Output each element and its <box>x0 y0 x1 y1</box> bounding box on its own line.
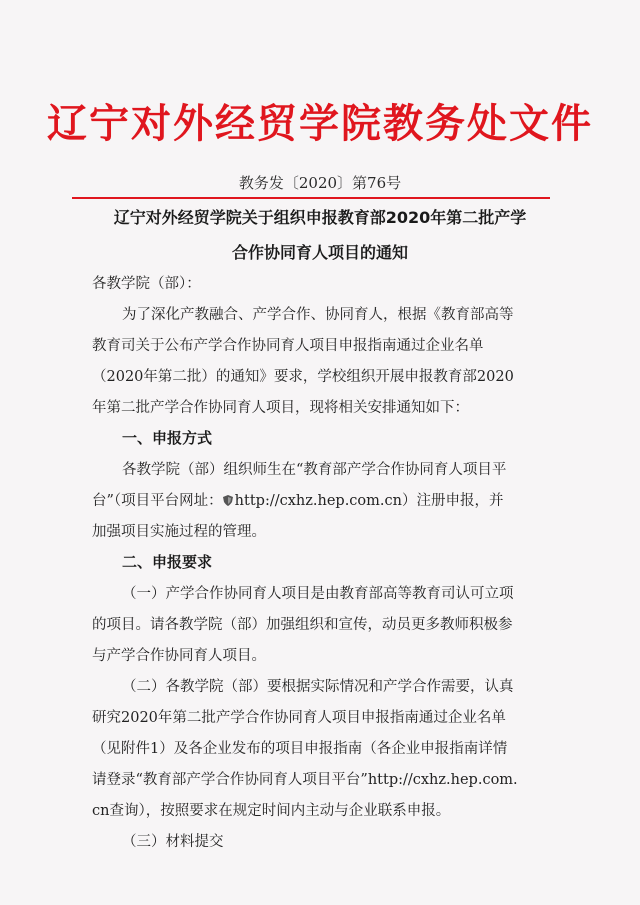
section-1-line <box>92 489 552 510</box>
notice-title-line-2: 合作协同育人项目的通知 <box>231 243 408 262</box>
section-1-text: 台”（项目平台网址： <box>92 493 223 509</box>
section-2-line: 研究2020年第二批产学合作协同育人项目申报指南通过企业名单 <box>92 710 506 726</box>
masthead-title: 辽宁对外经贸学院教务处文件 <box>47 100 593 147</box>
section-1-line: 加强项目实施过程的管理。 <box>92 524 266 540</box>
section-2-line: 请登录“教育部产学合作协同育人项目平台”http://cxhz.hep.com. <box>92 772 518 788</box>
section-1-heading: 一、申报方式 <box>122 429 213 447</box>
red-divider <box>72 197 550 199</box>
notice-title-line-1: 辽宁对外经贸学院关于组织申报教育部2020年第二批产学 <box>113 208 527 227</box>
section-2-line: （一）产学合作协同育人项目是由教育部高等教育司认可立项 <box>122 586 514 602</box>
document-number: 教务发〔2020〕第76号 <box>238 174 402 192</box>
intro-line: （2020年第二批）的通知》要求，学校组织开展申报教育部2020 <box>92 369 514 385</box>
intro-line: 为了深化产教融合、产学合作、协同育人，根据《教育部高等 <box>122 307 514 323</box>
intro-line: 年第二批产学合作协同育人项目，现将相关安排通知如下： <box>92 400 469 416</box>
section-2-line: 的项目。请各教学院（部）加强组织和宣传，动员更多教师积极参 <box>92 617 513 633</box>
section-2-line: 与产学合作协同育人项目。 <box>92 648 266 664</box>
section-1-line: 各教学院（部）组织师生在“教育部产学合作协同育人项目平 <box>122 462 507 478</box>
section-2-line: cn查询），按照要求在规定时间内主动与企业联系申报。 <box>92 803 451 819</box>
section-2-line: （二）各教学院（部）要根据实际情况和产学合作需要，认真 <box>122 679 514 695</box>
shield-icon <box>223 495 233 506</box>
section-2-line: （三）材料提交 <box>122 834 224 850</box>
section-2-heading: 二、申报要求 <box>122 553 213 571</box>
section-2-line: （见附件1）及各企业发布的项目申报指南（各企业申报指南详情 <box>92 741 508 757</box>
platform-url-link[interactable]: http://cxhz.hep.com.cn）注册申报，并 <box>234 493 504 509</box>
intro-line: 教育司关于公布产学合作协同育人项目申报指南通过企业名单 <box>92 338 484 354</box>
salutation: 各教学院（部）： <box>92 276 201 292</box>
